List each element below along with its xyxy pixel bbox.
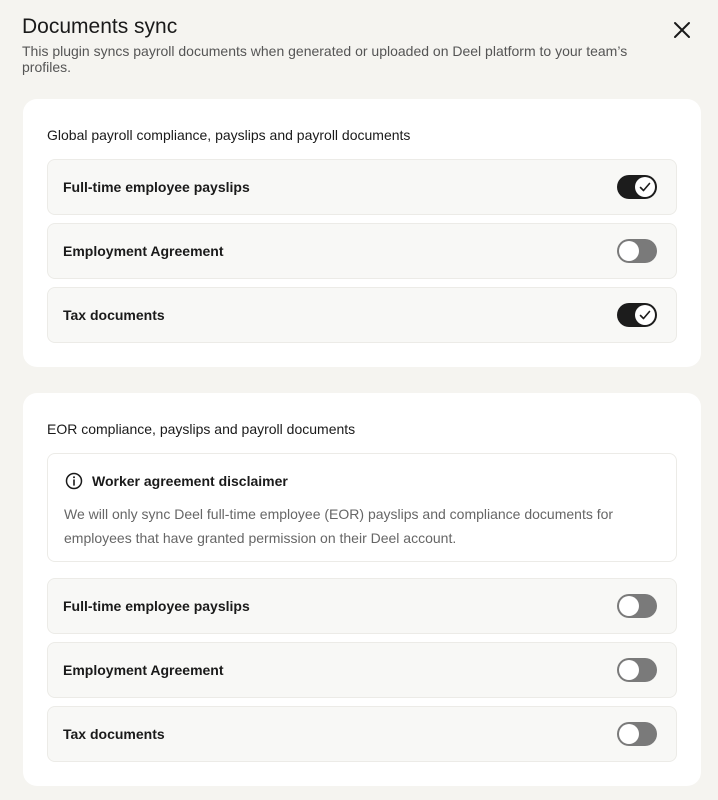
- row-label: Tax documents: [63, 307, 165, 323]
- eor-payslips-row: [47, 578, 677, 634]
- eor-card: [23, 393, 701, 786]
- eor-employment-agreement-toggle[interactable]: [617, 658, 657, 682]
- page-title: Documents sync: [22, 15, 178, 38]
- close-button[interactable]: [670, 18, 694, 42]
- global-section-title: Global payroll compliance, payslips and payroll documents: [47, 127, 411, 143]
- modal-header: [22, 14, 672, 75]
- eor-payslips-toggle[interactable]: [617, 594, 657, 618]
- toggle-knob: [635, 305, 655, 325]
- page-subtitle: This plugin syncs payroll documents when generated or uploaded on Deel platform to your team’s profiles.: [22, 43, 628, 75]
- disclaimer-header: [64, 471, 660, 491]
- toggle-knob: [619, 660, 639, 680]
- toggle-knob: [619, 724, 639, 744]
- toggle-knob: [635, 177, 655, 197]
- toggle-knob: [619, 596, 639, 616]
- eor-tax-documents-toggle[interactable]: [617, 722, 657, 746]
- check-icon: [638, 308, 652, 322]
- global-employment-agreement-row: [47, 223, 677, 279]
- row-label: Employment Agreement: [63, 243, 224, 259]
- global-employment-agreement-toggle[interactable]: [617, 239, 657, 263]
- row-label: Full-time employee payslips: [63, 179, 250, 195]
- global-payslips-toggle[interactable]: [617, 175, 657, 199]
- close-icon: [673, 21, 691, 39]
- disclaimer-title: Worker agreement disclaimer: [92, 473, 288, 489]
- row-label: Tax documents: [63, 726, 165, 742]
- disclaimer-body: We will only sync Deel full-time employee (EOR) payslips and compliance documents for employees that have granted permission on their Deel account.: [64, 506, 614, 546]
- global-tax-documents-row: [47, 287, 677, 343]
- toggle-knob: [619, 241, 639, 261]
- global-payslips-row: [47, 159, 677, 215]
- eor-tax-documents-row: [47, 706, 677, 762]
- global-payroll-card: [23, 99, 701, 367]
- row-label: Employment Agreement: [63, 662, 224, 678]
- eor-employment-agreement-row: [47, 642, 677, 698]
- info-icon: [64, 471, 84, 491]
- check-icon: [638, 180, 652, 194]
- worker-agreement-disclaimer: [47, 453, 677, 562]
- eor-section-title: EOR compliance, payslips and payroll documents: [47, 421, 356, 437]
- row-label: Full-time employee payslips: [63, 598, 250, 614]
- global-tax-documents-toggle[interactable]: [617, 303, 657, 327]
